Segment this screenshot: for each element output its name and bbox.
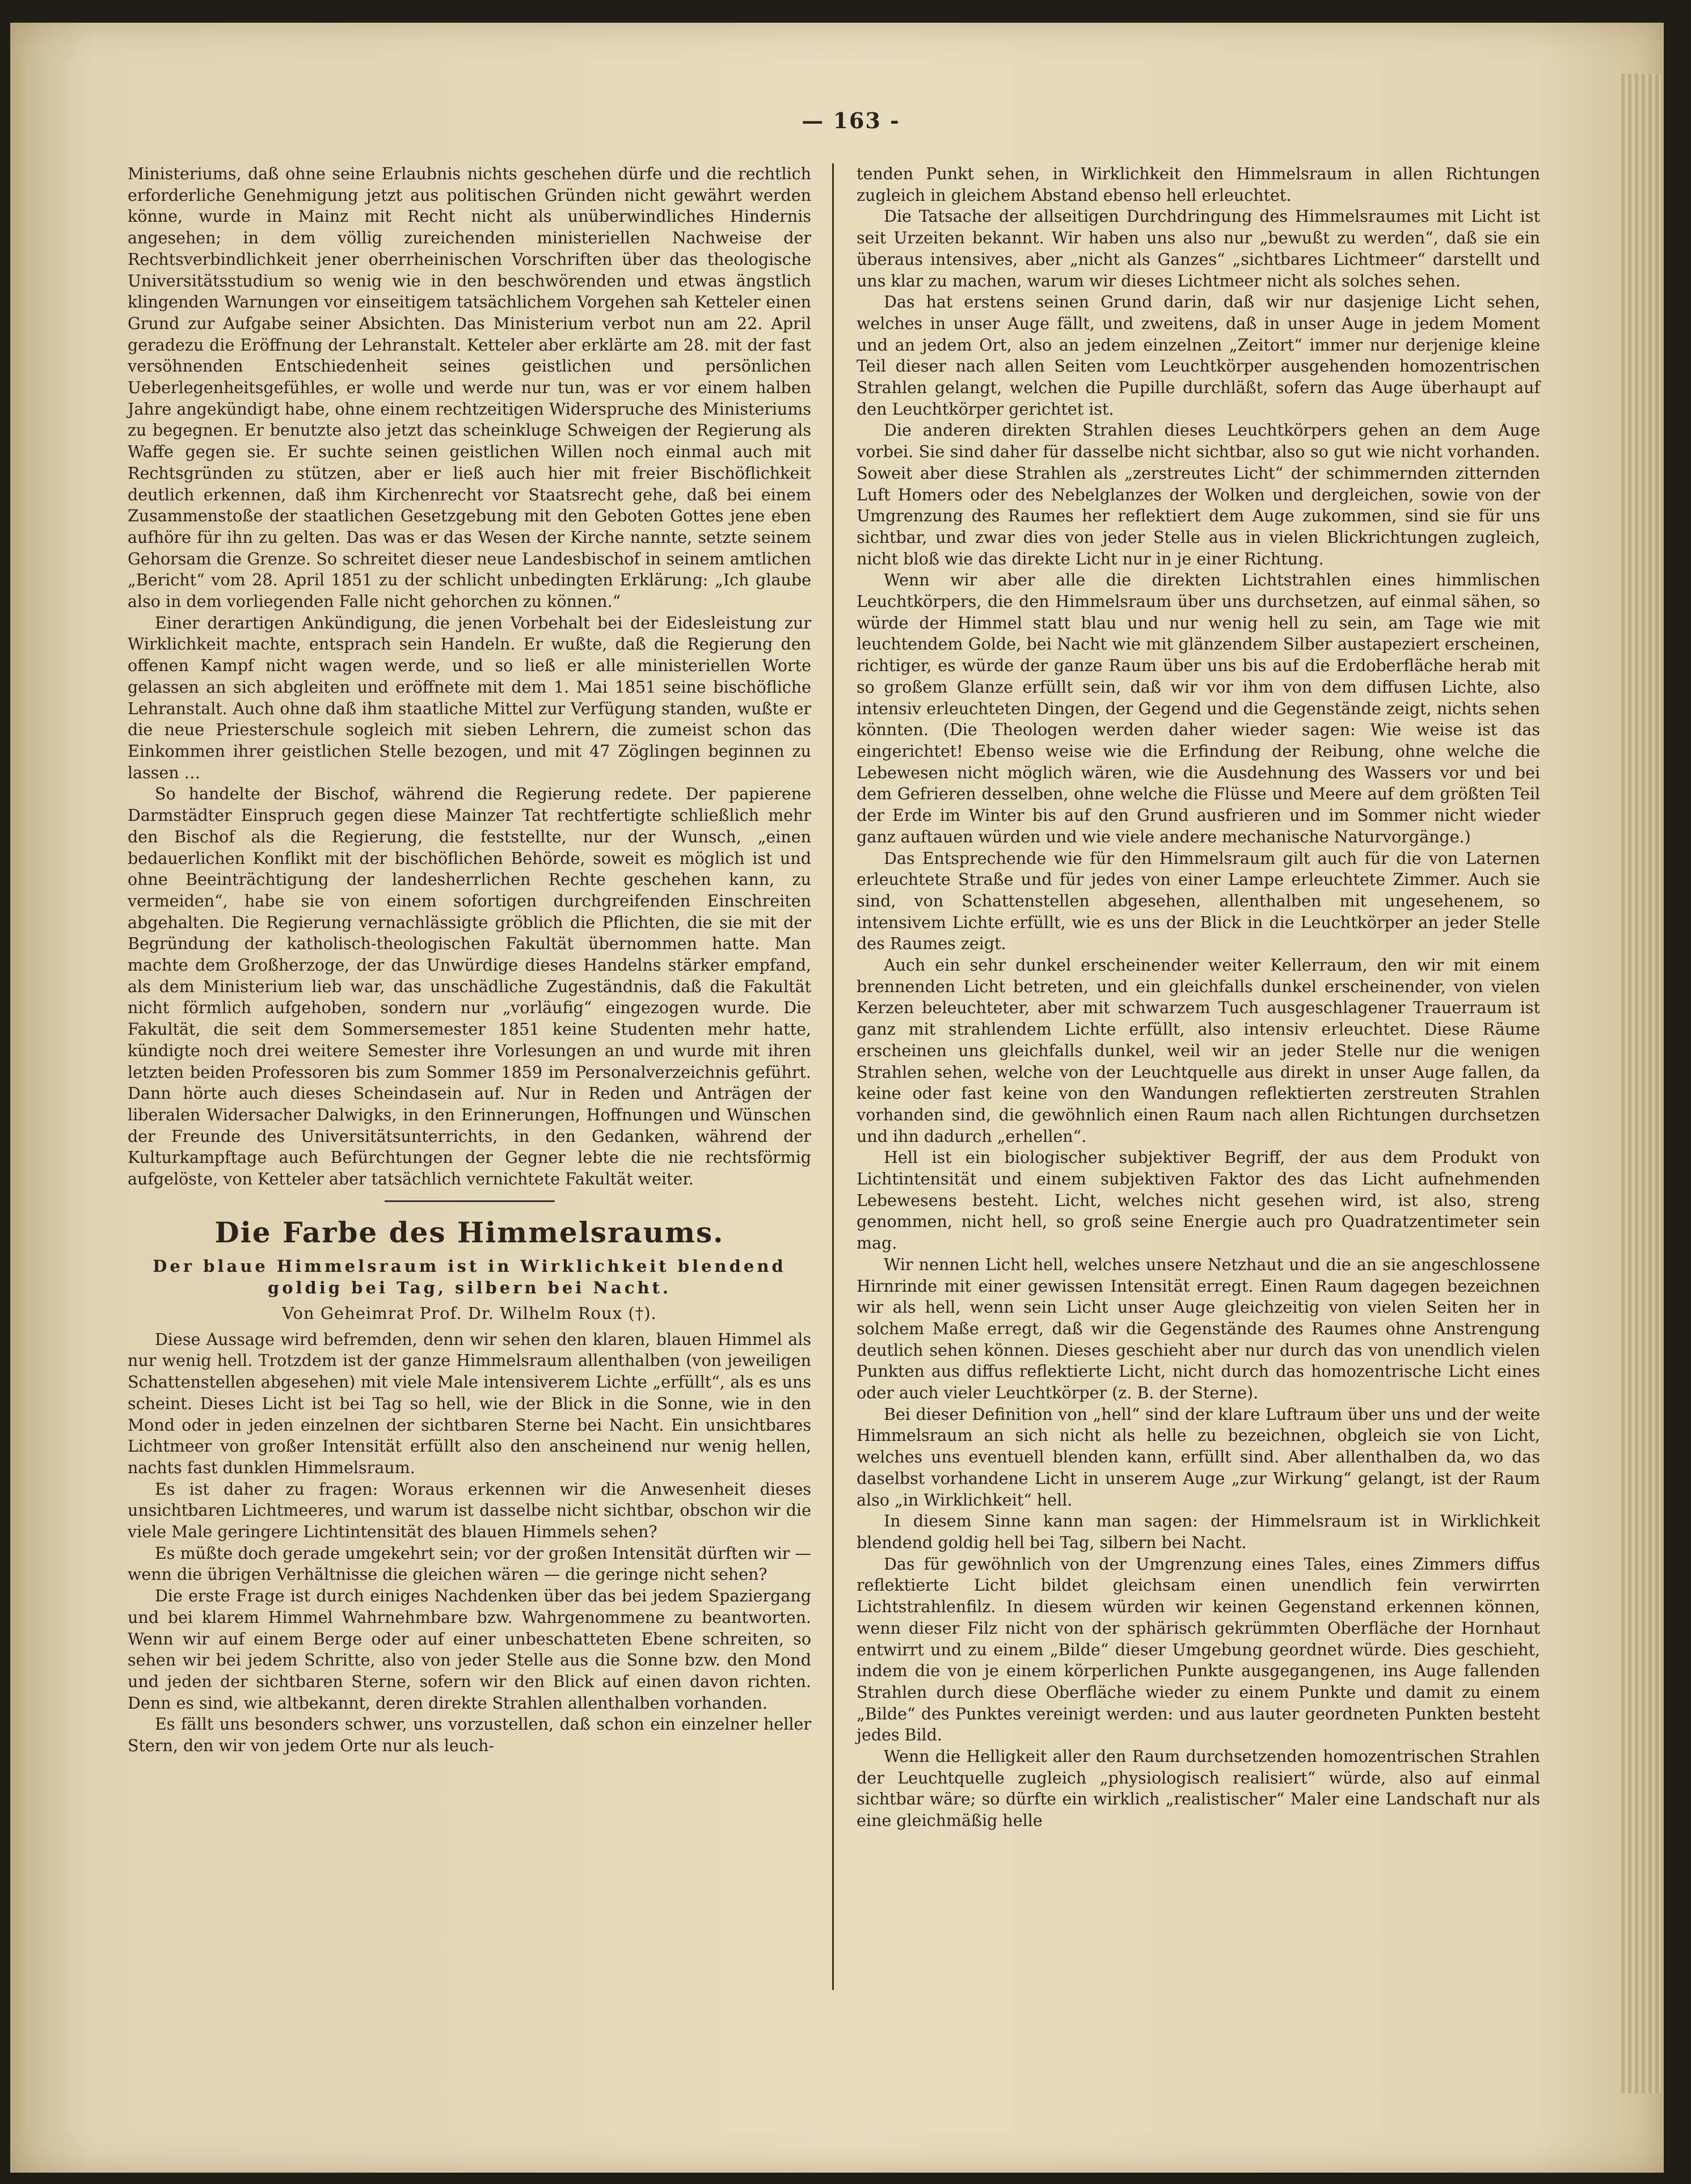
column-rule xyxy=(832,163,834,1990)
article-author: Von Geheimrat Prof. Dr. Wilhelm Roux (†). xyxy=(282,1303,657,1323)
paragraph: Das hat erstens seinen Grund darin, daß wir nur dasjenige Licht sehen, welches in unser Auge fällt, und zweitens, daß in unser Auge in jedem Moment und an jedem Ort, also an jedem einzelnen „Zeitort“ immer nur derjenige kleine Teil dieser nach allen Seiten vom Leuchtkörper ausgehenden homozentrischen Strahlen gelangt, welchen die Pupille durchläßt, sofern das Auge überhaupt auf den Leuchtkörper gerichtet ist. xyxy=(857,293,1540,419)
paragraph: In diesem Sinne kann man sagen: der Himmelsraum ist in Wirklichkeit blendend goldig hell bei Tag, silbern bei Nacht. xyxy=(857,1512,1540,1552)
page-number: — 163 - xyxy=(802,108,900,133)
paragraph: Hell ist ein biologischer subjektiver Begriff, der aus dem Produkt von Lichtintensität und einem subjektiven Faktor des das Licht aufnehmenden Lebewesens besteht. Licht, welches nicht gesehen wird, ist also, streng genommen, nicht hell, so groß seine Energie auch pro Quadratzentimeter sein mag. xyxy=(857,1148,1540,1253)
paragraph: Die Tatsache der allseitigen Durchdringung des Himmelsraumes mit Licht ist seit Urzeiten bekannt. Wir haben uns also nur „bewußt zu werden“, daß sie ein überaus intensives, aber „nicht als Ganzes“ „sichtbares Lichtmeer“ darstellt und uns klar zu machen, warum wir dieses Lichtmeer nicht als solches sehen. xyxy=(857,207,1540,290)
paragraph: So handelte der Bischof, während die Regierung redete. Der papierene Darmstädter Einspruch gegen diese Mainzer Tat rechtfertigte schließlich mehr den Bischof als die Regierung, die feststellte, nur der Wunsch, „einen bedauerlichen Konflikt mit der bischöflichen Behörde, soweit es möglich ist und ohne Beeinträchtigung der landesherrlichen Rechte geschehen kann, zu vermeiden“, habe sie von einem sofortigen durchgreifenden Einschreiten abgehalten. Die Regierung vernachlässigte gröblich die Pflichten, die sie mit der Begründung der katholisch-theologischen Fakultät übernommen hatte. Man machte dem Großherzoge, der das Unwürdige dieses Handelns stärker empfand, als dem Ministerium lieb war, das unschädliche Zugeständnis, daß die Fakultät nicht förmlich aufgehoben, sondern nur „vorläufig“ eingezogen wurde. Die Fakultät, die seit dem Sommersemester 1851 keine Studenten mehr hatte, kündigte noch drei weitere Semester ihre Vorlesungen an und wurde mit ihren letzten beiden Professoren bis zum Sommer 1859 im Personalverzeichnis geführt. Dann hörte auch dieses Scheindasein auf. Nur in Reden und Anträgen der liberalen Widersacher Dalwigks, in den Erinnerungen, Hoffnungen und Wünschen der Freunde des Universitätsunterrichts, in den Gedanken, während der Kulturkampftage auch Befürchtungen der Gegner lebte die nie rechtsförmig aufgelöste, von Ketteler aber tatsächlich vernichtete Fakultät weiter. xyxy=(128,785,811,1189)
right-column xyxy=(857,163,1540,1832)
paragraph: Wir nennen Licht hell, welches unsere Netzhaut und die an sie angeschlossene Hirnrinde mit einer gewissen Intensität erregt. Einen Raum dagegen bezeichnen wir als hell, wenn sein Licht unser Auge gleichzeitig von vielen Seiten her in solchem Maße erregt, daß wir die Gegenstände des Raumes ohne Anstrengung deutlich sehen können. Dieses geschieht aber nur durch das von unendlich vielen Punkten aus diffus reflektierte Licht, nicht durch das homozentrische Licht eines oder auch vieler Leuchtkörper (z. B. der Sterne). xyxy=(857,1255,1540,1403)
page-edge-stack xyxy=(1621,74,1661,2093)
left-column xyxy=(128,163,811,1757)
paragraph: Das Entsprechende wie für den Himmelsraum gilt auch für die von Laternen erleuchtete Straße und für jedes von einer Lampe erleuchtete Zimmer. Auch sie sind, von Schattenstellen abgesehen, allenthalben mit ungesehenem, so intensivem Lichte erfüllt, wie es uns der Blick in die Leuchtkörper an jeder Stelle des Raumes zeigt. xyxy=(857,849,1540,954)
paragraph: tenden Punkt sehen, in Wirklichkeit den Himmelsraum in allen Richtungen zugleich in gleichem Abstand ebenso hell erleuchtet. xyxy=(857,165,1540,205)
paragraph: Ministeriums, daß ohne seine Erlaubnis nichts geschehen dürfe und die rechtlich erforderliche Genehmigung jetzt aus politischen Gründen nicht gewährt werden könne, wurde in Mainz mit Recht nicht als unüberwindliches Hindernis angesehen; in dem völlig zureichenden ministeriellen Nachweise der Rechtsverbindlichkeit jener oberrheinischen Vorschriften über das theologische Universitätsstudium so wenig wie in den beschwörenden und etwas ängstlich klingenden Warnungen vor einseitigem tatsächlichem Vorgehen sah Ketteler einen Grund zur Aufgabe seiner Absichten. Das Ministerium verbot nun am 22. April geradezu die Eröffnung der Lehranstalt. Ketteler aber erklärte am 28. mit der fast versöhnenden Entschiedenheit seines geistlichen und persönlichen Ueberlegenheitsgefühles, er wolle und werde nur tun, was er vor einem halben Jahre angekündigt habe, ohne einem rechtzeitigen Widerspruche des Ministeriums zu begegnen. Er benutzte also jetzt das scheinkluge Schweigen der Regierung als Waffe gegen sie. Er suchte seinen geistlichen Willen noch einmal auch mit Rechtsgründen zu stützen, aber er ließ auch hier mit freier Bischöflichkeit deutlich erkennen, daß ihm Kirchenrecht vor Staatsrecht gehe, daß bei einem Zusammenstoße der staatlichen Gesetzgebung mit den Geboten Gottes jene eben aufhöre für ihn zu gelten. Das was er das Wesen der Kirche nannte, setzte seinem Gehorsam die Grenze. So schreitet dieser neue Landesbischof in seinem amtlichen „Bericht“ vom 28. April 1851 zu der schlicht unbedingten Erklärung: „Ich glaube also in dem vorliegenden Falle nicht gehorchen zu können.“ xyxy=(128,165,811,612)
paragraph: Die anderen direkten Strahlen dieses Leuchtkörpers gehen an dem Auge vorbei. Sie sind daher für dasselbe nicht sichtbar, also so gut wie nicht vorhanden. Soweit aber diese Strahlen als „zerstreutes Licht“ der schimmernden zitternden Luft Homers oder des Nebelglanzes der Wolken und dergleichen, sowie von der Umgrenzung des Raumes her reflektiert dem Auge zukommen, sind sie für uns sichtbar, und zwar dies von jeder Stelle aus in vielen Blickrichtungen zugleich, nicht bloß wie das direkte Licht nur in je einer Richtung. xyxy=(857,421,1540,568)
paragraph: Wenn die Helligkeit aller den Raum durchsetzenden homozentrischen Strahlen der Leuchtquelle zugleich „physiologisch realisiert“ würde, also auf einmal sichtbar wäre; so dürfte ein wirklich „realistischer“ Maler eine Landschaft nur als eine gleichmäßig helle xyxy=(857,1747,1540,1831)
paragraph: Es ist daher zu fragen: Woraus erkennen wir die Anwesenheit dieses unsichtbaren Lichtmeeres, und warum ist dasselbe nicht sichtbar, obschon wir die viele Male geringere Lichtintensität des blauen Himmels sehen? xyxy=(128,1479,811,1542)
section-divider xyxy=(385,1200,555,1202)
paragraph: Wenn wir aber alle die direkten Lichtstrahlen eines himmlischen Leuchtkörpers, die den Himmelsraum über uns durchsetzen, auf einmal sähen, so würde der Himmel statt blau und nur wenig hell zu sein, am Tage wie mit leuchtendem Golde, bei Nacht wie mit glänzendem Silber austapeziert erscheinen, richtiger, es würde der ganze Raum über uns bis auf die Erdoberfläche herab mit so großem Glanze erfüllt sein, daß wir vor ihm von dem diffusen Lichte, also intensiv erleuchteten Dingen, der Gegend und die Gegenstände zeigt, nichts sehen könnten. (Die Theologen werden daher wieder sagen: Wie weise ist das eingerichtet! Ebenso weise wie die Erfindung der Reibung, ohne welche die Lebewesen nicht möglich wären, wie die Ausdehnung des Wassers vor und bei dem Gefrieren desselben, ohne welche die Flüsse und Meere auf dem größten Teil der Erde im Winter bis auf den Grund ausfrieren und im Sommer nicht wieder ganz auftauen würden und wie viele andere mechanische Naturvorgänge.) xyxy=(857,571,1540,846)
article-subtitle: Der blaue Himmelsraum ist in Wirklichkeit blendend goldig bei Tag, silbern bei Nacht. xyxy=(153,1256,786,1297)
paragraph: Es fällt uns besonders schwer, uns vorzustellen, daß schon ein einzelner heller Stern, den wir von jedem Orte nur als leuch- xyxy=(128,1715,811,1756)
paragraph: Es müßte doch gerade umgekehrt sein; vor der großen Intensität dürften wir — wenn die übrigen Verhältnisse die gleichen wären — die geringe nicht sehen? xyxy=(128,1544,811,1584)
paragraph: Diese Aussage wird befremden, denn wir sehen den klaren, blauen Himmel als nur wenig hell. Trotzdem ist der ganze Himmelsraum allenthalben (von jeweiligen Schattenstellen abgesehen) mit viele Male intensiverem Lichte „erfüllt“, als es uns scheint. Dieses Licht ist bei Tag so hell, wie der Blick in die Sonne, wie in den Mond oder in jeden einzelnen der sichtbaren Sterne bei Nacht. Ein unsichtbares Lichtmeer von großer Intensität erfüllt also den anscheinend nur wenig hellen, nachts fast dunklen Himmelsraum. xyxy=(128,1330,811,1477)
paragraph: Auch ein sehr dunkel erscheinender weiter Kellerraum, den wir mit einem brennenden Licht betreten, und ein gleichfalls dunkel erscheinender, von vielen Kerzen beleuchteter, aber mit schwarzem Tuch ausgeschlagener Trauerraum ist ganz mit strahlendem Lichte erfüllt, also intensiv erleuchtet. Diese Räume erscheinen uns gleichfalls dunkel, weil wir an jeder Stelle nur die wenigen Strahlen sehen, welche von der Leuchtquelle aus direkt in unser Auge fallen, da keine oder fast keine von den Wandungen reflektierten zerstreuten Strahlen vorhanden sind, die gewöhnlich einen Raum nach allen Richtungen durchsetzen und ihn dadurch „erhellen“. xyxy=(857,956,1540,1146)
paragraph: Einer derartigen Ankündigung, die jenen Vorbehalt bei der Eidesleistung zur Wirklichkeit machte, entsprach sein Handeln. Er wußte, daß die Regierung den offenen Kampf nicht wagen werde, und so ließ er alle ministeriellen Worte gelassen an sich abgleiten und eröffnete mit dem 1. Mai 1851 seine bischöfliche Lehranstalt. Auch ohne daß ihm staatliche Mittel zur Verfügung standen, wußte er die neue Priesterschule sogleich mit sieben Lehrern, die zumeist schon das Einkommen ihrer geistlichen Stelle bezogen, und mit 47 Zöglingen beginnen zu lassen … xyxy=(128,613,811,782)
paragraph: Die erste Frage ist durch einiges Nachdenken über das bei jedem Spaziergang und bei klarem Himmel Wahrnehmbare bzw. Wahrgenommene zu beantworten. Wenn wir auf einem Berge oder auf einer unbeschatteten Ebene schreiten, so sehen wir bei jedem Schritte, also von jeder Stelle aus die Sonne bzw. den Mond und jeden der sichtbaren Sterne, sofern wir den Blick auf einen davon richten. Denn es sind, wie altbekannt, deren direkte Strahlen allenthalben vorhanden. xyxy=(128,1587,811,1713)
article-title: Die Farbe des Himmelsraums. xyxy=(214,1215,724,1249)
paragraph: Bei dieser Definition von „hell“ sind der klare Luftraum über uns und der weite Himmelsraum an sich nicht als helle zu bezeichnen, obgleich sie von Licht, welches uns eventuell blenden kann, erfüllt sind. Aber allenthalben da, wo das daselbst vorhandene Licht in unserem Auge „zur Wirkung“ gelangt, ist der Raum also „in Wirklichkeit“ hell. xyxy=(857,1405,1540,1510)
paragraph: Das für gewöhnlich von der Umgrenzung eines Tales, eines Zimmers diffus reflektierte Licht bildet gleichsam einen unendlich fein verwirrten Lichtstrahlenfilz. In diesem würden wir keinen Gegenstand erkennen können, wenn dieser Filz nicht von der sphärisch gekrümmten Oberfläche der Hornhaut entwirrt und zu einem „Bilde“ dieser Umgebung geordnet würde. Dies geschieht, indem die von je einem körperlichen Punkte ausgegangenen, ins Auge fallenden Strahlen durch diese Oberfläche wieder zu einem Punkte und damit zu einem „Bilde“ des Punktes vereinigt werden: und aus lauter geordneten Punkten besteht jedes Bild. xyxy=(857,1554,1540,1745)
